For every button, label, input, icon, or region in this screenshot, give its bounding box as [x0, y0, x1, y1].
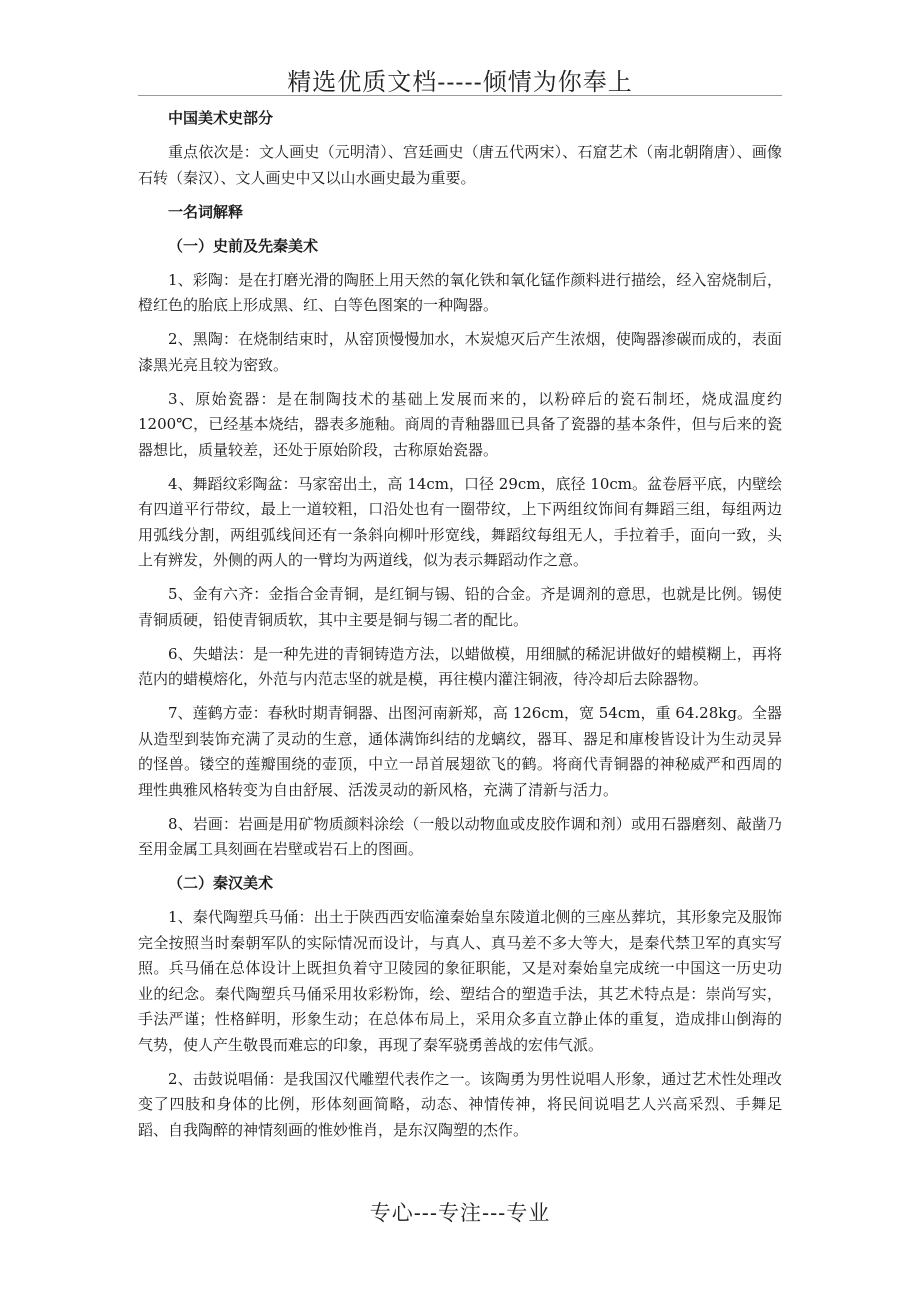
part-title: 一名词解释 — [168, 202, 244, 221]
document-body — [138, 106, 782, 1143]
page-footer: 专心---专注---专业 — [369, 1201, 551, 1225]
term-item: 4、舞蹈纹彩陶盆：马家窑出土，高 14cm，口径 29cm，底径 10cm。盆卷唇平底，内壁绘有四道平行带纹，最上一道较粗，口沿处也有一圈带纹，上下两组纹饰间有舞蹈三组，每组两边用弧线分割，两组弧线间还有一条斜向柳叶形宽线，舞蹈纹每组无人，手拉着手，面向一致，头上有辨发，外侧的两人的一臂均为两道线，似为表示舞蹈动作之意。 — [138, 474, 782, 569]
term-item: 2、黑陶：在烧制结束时，从窑顶慢慢加水，木炭熄灭后产生浓烟，使陶器渗碳而成的，表面漆黑光亮且较为密致。 — [138, 330, 782, 374]
term-item: 3、原始瓷器：是在制陶技术的基础上发展而来的，以粉碎后的瓷石制坯，烧成温度约1200℃，已经基本烧结，器表多施釉。商周的青釉器皿已具备了瓷器的基本条件，但与后来的瓷器想比，质量较差，还处于原始阶段，古称原始瓷器。 — [138, 389, 782, 459]
term-item: 5、金有六齐：金指合金青铜，是红铜与锡、铅的合金。齐是调剂的意思，也就是比例。锡使青铜质硬，铅使青铜质软，其中主要是铜与锡二者的配比。 — [138, 585, 782, 629]
subsection-title-prehistoric: （一）史前及先秦美术 — [168, 236, 319, 255]
header-divider — [138, 95, 782, 96]
term-item: 1、彩陶：是在打磨光滑的陶胚上用天然的氧化铁和氧化锰作颜料进行描绘，经入窑烧制后，橙红色的胎底上形成黑、红、白等色图案的一种陶器。 — [138, 270, 782, 314]
subsection-title-qin-han: （二）秦汉美术 — [168, 874, 274, 892]
section-title: 中国美术史部分 — [168, 109, 274, 127]
term-item: 8、岩画：岩画是用矿物质颜料涂绘（一般以动物血或皮胶作调和剂）或用石器磨刻、敲凿乃至用金属工具刻画在岩壁或岩石上的图画。 — [138, 814, 782, 858]
term-item: 7、莲鹤方壶：春秋时期青铜器、出图河南新郑，高 126cm，宽 54cm，重 64.28kg。全器从造型到装饰充满了灵动的生意，通体满饰纠结的龙螭纹，器耳、器足和庫梭皆设计为生动灵异的怪兽。镂空的莲瓣围绕的壶顶，中立一昂首展翅欲飞的鹤。将商代青铜器的神秘威严和西周的理性典雅风格转变为自由舒展、活泼灵动的新风格，充满了清新与活力。 — [138, 704, 782, 799]
page-header: 精选优质文档-----倾情为你奉上 — [287, 68, 633, 96]
term-item: 2、击鼓说唱俑：是我国汉代雕塑代表作之一。该陶勇为男性说唱人形象，通过艺术性处理改变了四肢和身体的比例，形体刻画简略，动态、神情传神，将民间说唱艺人兴高采烈、手舞足蹈、自我陶醉的神情刻画的惟妙惟肖，是东汉陶塑的杰作。 — [138, 1069, 782, 1139]
intro-paragraph: 重点依次是：文人画史（元明清）、宫廷画史（唐五代两宋）、石窟艺术（南北朝隋唐）、画像石转（秦汉）、文人画史中又以山水画史最为重要。 — [138, 143, 782, 187]
term-item: 6、失蜡法：是一种先进的青铜铸造方法，以蜡做模，用细腻的稀泥讲做好的蜡模糊上，再将范内的蜡模熔化，外范与内范志坚的就是模，再往模内灌注铜液，待冷却后去除器物。 — [138, 644, 782, 688]
term-item: 1、秦代陶塑兵马俑：出土于陕西西安临潼秦始皇东陵道北侧的三座丛葬坑，其形象完及服饰完全按照当时秦朝军队的实际情况而设计，与真人、真马差不多大等大，是秦代禁卫军的真实写照。兵马俑在总体设计上既担负着守卫陵园的象征职能，又是对秦始皇完成统一中国这一历史功业的纪念。秦代陶塑兵马俑采用妆彩粉饰，绘、塑结合的塑造手法，其艺术特点是：崇尚写实，手法严谨；性格鲜明，形象生动；在总体布局上，采用众多直立静止体的重复，造成排山倒海的气势，使人产生敬畏而难忘的印象，再现了秦军骁勇善战的宏伟气派。 — [138, 908, 782, 1054]
